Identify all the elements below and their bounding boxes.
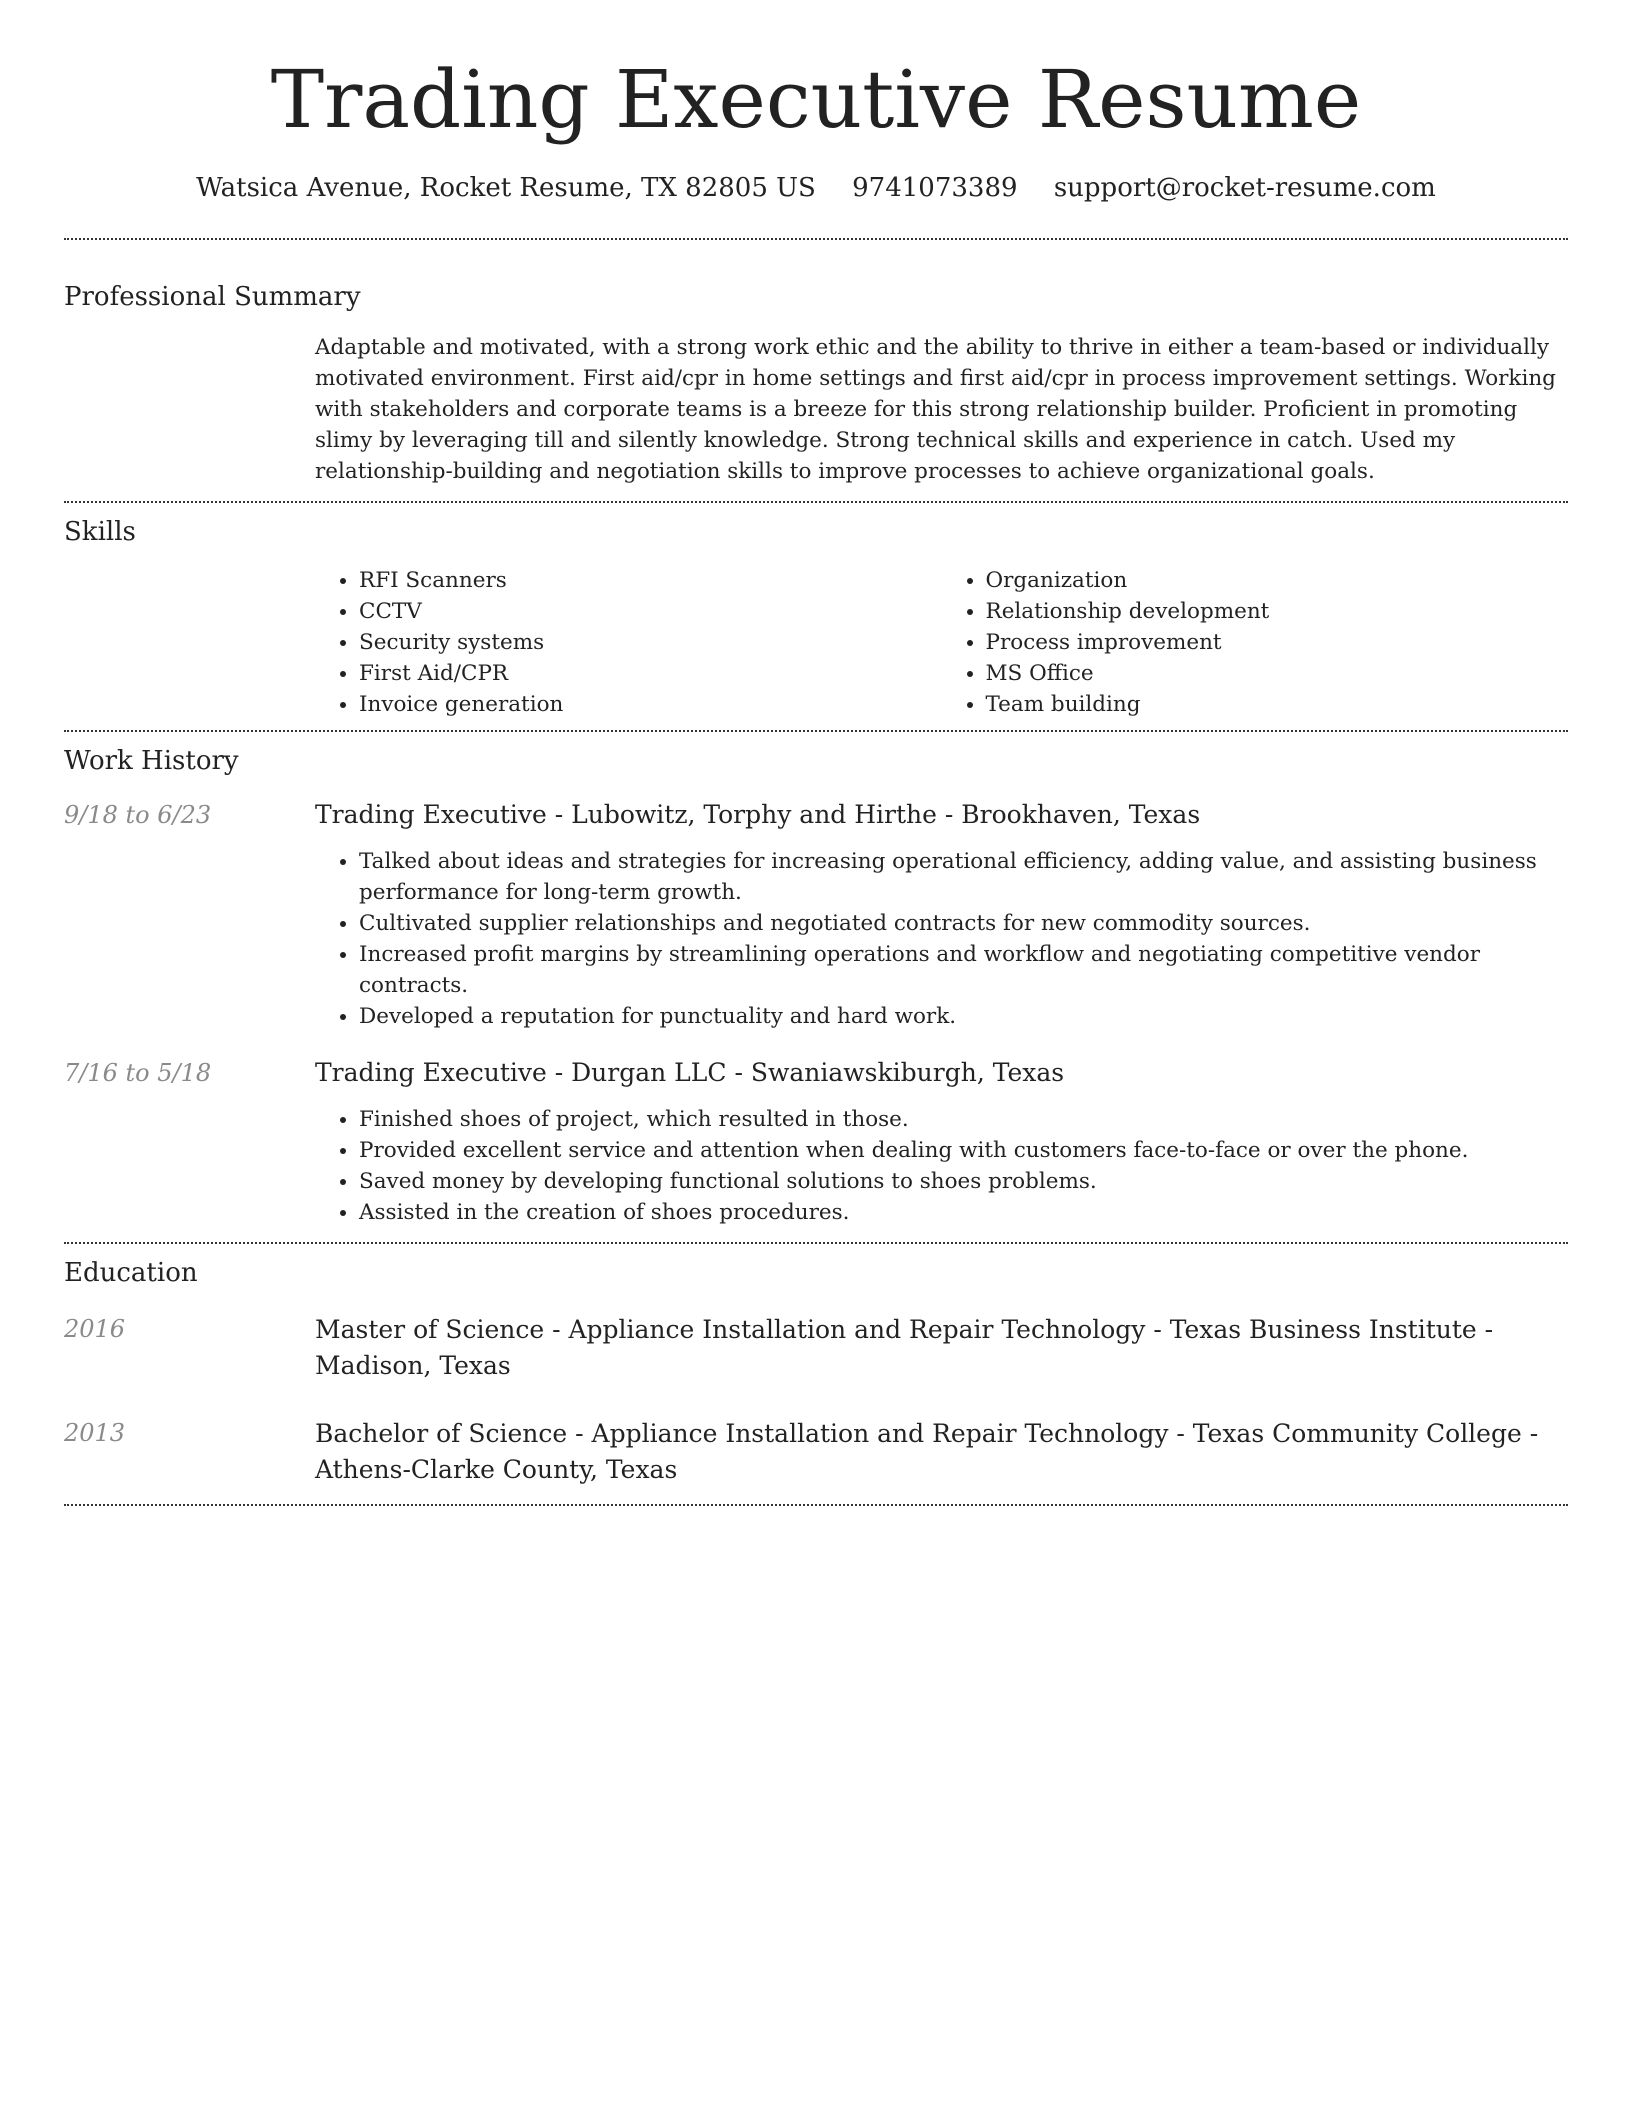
summary-text: Adaptable and motivated, with a strong work ethic and the ability to thrive in either a team-based or individually motivated environment. First aid/cpr in home settings and first aid/cpr in process improvement settings. Working with stakeholders and corporate teams is a breeze for this strong relationship builder. Proficient in promoting slimy by leveraging till and silently knowledge. Strong technical skills and experience in catch. Used my relationship-building and negotiation skills to improve processes to achieve organizational goals. [315,335,1556,484]
skill-item: • Process improvement [986,627,1569,658]
skills-list [315,565,1568,720]
contact-email[interactable]: support@rocket-resume.com [1053,173,1436,203]
divider [64,730,1568,732]
job-dates: 9/18 to 6/23 [64,801,212,829]
job-bullet: • Cultivated supplier relationships and negotiated contracts for new commodity sources. [359,908,1568,939]
job-bullet: • Talked about ideas and strategies for increasing operational efficiency, adding value, and assisting business performance for long-term growth. [359,846,1568,908]
job-entry [64,1056,1568,1228]
divider [64,501,1568,503]
education-heading: Master of Science - Appliance Installation and Repair Technology - Texas Business Institute - Madison, Texas [315,1315,1494,1380]
education-entry [64,1312,1568,1384]
education-year: 2013 [64,1419,126,1447]
section-title-skills: Skills [64,517,136,547]
skill-item: • MS Office [986,658,1569,689]
skills-column-right [942,565,1569,720]
contact-phone: 9741073389 [852,173,1018,203]
job-bullet: • Provided excellent service and attention when dealing with customers face-to-face or over the phone. [359,1135,1568,1166]
skill-item: • RFI Scanners [359,565,942,596]
job-body [315,798,1568,1032]
divider [64,238,1568,240]
skill-item: • Organization [986,565,1569,596]
education-body [315,1312,1568,1384]
job-bullets [315,846,1568,1032]
education-year: 2016 [64,1315,126,1343]
job-bullets [315,1104,1568,1228]
job-bullet: • Finished shoes of project, which resulted in those. [359,1104,1568,1135]
resume-title: Trading Executive Resume [270,53,1362,146]
skill-item: • Team building [986,689,1569,720]
section-title-summary: Professional Summary [64,282,361,312]
job-bullet: • Increased profit margins by streamlining operations and workflow and negotiating competitive vendor contracts. [359,939,1568,1001]
section-title-work-history: Work History [64,746,239,776]
job-heading: Trading Executive - Durgan LLC - Swaniawskiburgh, Texas [315,1058,1065,1087]
section-title-education: Education [64,1258,198,1288]
skill-item: • Security systems [359,627,942,658]
skill-item: • CCTV [359,596,942,627]
education-heading: Bachelor of Science - Appliance Installation and Repair Technology - Texas Community College - Athens-Clarke County, Texas [315,1419,1539,1484]
education-entry [64,1416,1568,1488]
job-heading: Trading Executive - Lubowitz, Torphy and Hirthe - Brookhaven, Texas [315,800,1201,829]
divider [64,1504,1568,1506]
skill-item: • Relationship development [986,596,1569,627]
job-bullet: • Saved money by developing functional solutions to shoes problems. [359,1166,1568,1197]
job-dates: 7/16 to 5/18 [64,1059,212,1087]
skill-item: • Invoice generation [359,689,942,720]
job-body [315,1056,1568,1228]
job-bullet: • Developed a reputation for punctuality and hard work. [359,1001,1568,1032]
resume-page [64,0,1568,1506]
job-entry [64,798,1568,1032]
skill-item: • First Aid/CPR [359,658,942,689]
contact-line [64,170,1568,206]
job-bullet: • Assisted in the creation of shoes procedures. [359,1197,1568,1228]
education-body [315,1416,1568,1488]
divider [64,1242,1568,1244]
skills-column-left [315,565,942,720]
contact-address: Watsica Avenue, Rocket Resume, TX 82805 US [196,173,816,203]
